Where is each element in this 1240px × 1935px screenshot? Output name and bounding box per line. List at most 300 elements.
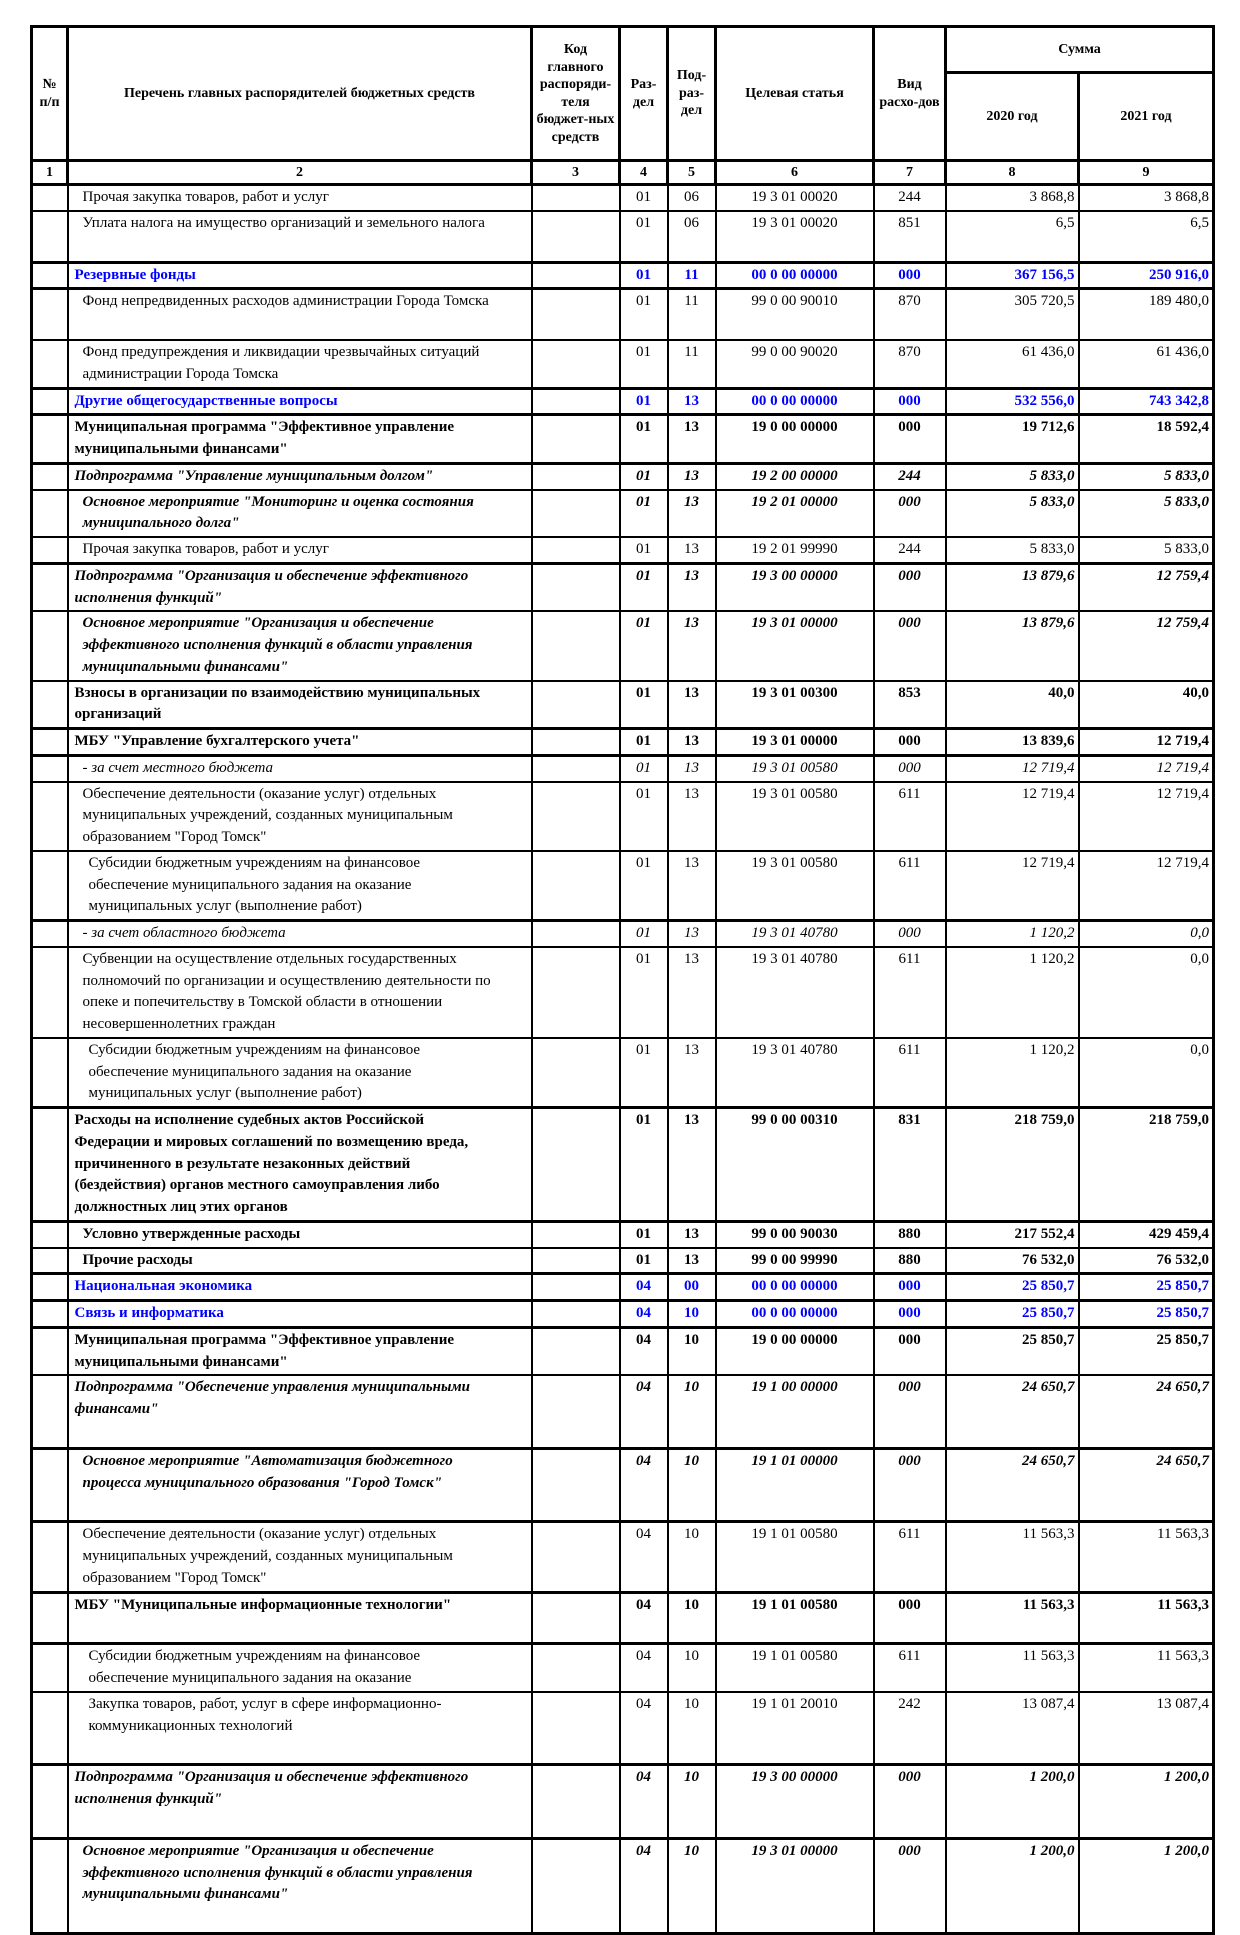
cell-sum-2020: 24 650,7: [946, 1448, 1079, 1522]
cell-podrazdel: 13: [668, 1108, 716, 1222]
cell-sum-2021: 24 650,7: [1079, 1375, 1214, 1448]
cell-sum-2021: 24 650,7: [1079, 1448, 1214, 1522]
cell-grbs-code: [532, 185, 620, 211]
header-col-code: Код главного распоряди-теля бюджет-ных средств: [532, 27, 620, 161]
cell-target-article: 19 3 01 00000: [716, 611, 874, 680]
cell-row-number: [32, 851, 68, 921]
cell-sum-2021: 76 532,0: [1079, 1248, 1214, 1274]
cell-sum-2021: 12 719,4: [1079, 755, 1214, 781]
cell-expense-type: 000: [874, 415, 946, 464]
cell-razdel: 01: [620, 1038, 668, 1108]
cell-grbs-code: [532, 415, 620, 464]
cell-row-number: [32, 921, 68, 947]
header-col-vid: Вид расхо-дов: [874, 27, 946, 161]
cell-row-number: [32, 463, 68, 489]
cell-razdel: 01: [620, 782, 668, 851]
cell-row-number: [32, 563, 68, 611]
cell-razdel: 04: [620, 1327, 668, 1375]
cell-grbs-code: [532, 1644, 620, 1692]
cell-podrazdel: 10: [668, 1765, 716, 1839]
table-row: [32, 289, 1214, 340]
cell-podrazdel: 11: [668, 340, 716, 388]
cell-razdel: 01: [620, 563, 668, 611]
cell-podrazdel: 13: [668, 415, 716, 464]
cell-sum-2021: 0,0: [1079, 1038, 1214, 1108]
cell-razdel: 01: [620, 755, 668, 781]
cell-podrazdel: 10: [668, 1301, 716, 1328]
cell-target-article: 19 3 01 00020: [716, 185, 874, 211]
cell-target-article: 19 3 01 40780: [716, 921, 874, 947]
cell-grbs-code: [532, 1248, 620, 1274]
header-index-5: 5: [668, 161, 716, 185]
cell-sum-2020: 12 719,4: [946, 782, 1079, 851]
cell-razdel: 01: [620, 729, 668, 756]
cell-sum-2021: 12 759,4: [1079, 563, 1214, 611]
table-row: [32, 1248, 1214, 1274]
cell-expense-type: 000: [874, 1838, 946, 1933]
cell-target-article: 19 1 01 00000: [716, 1448, 874, 1522]
cell-grbs-code: [532, 947, 620, 1038]
cell-target-article: 19 0 00 00000: [716, 415, 874, 464]
cell-podrazdel: 06: [668, 185, 716, 211]
cell-target-article: 19 3 01 40780: [716, 1038, 874, 1108]
cell-razdel: 04: [620, 1522, 668, 1592]
cell-grbs-code: [532, 755, 620, 781]
cell-razdel: 01: [620, 185, 668, 211]
cell-podrazdel: 13: [668, 537, 716, 563]
cell-sum-2020: 1 200,0: [946, 1765, 1079, 1839]
cell-sum-2020: 3 868,8: [946, 185, 1079, 211]
cell-razdel: 01: [620, 1248, 668, 1274]
cell-sum-2021: 12 719,4: [1079, 729, 1214, 756]
cell-sum-2020: 61 436,0: [946, 340, 1079, 388]
cell-podrazdel: 13: [668, 947, 716, 1038]
cell-target-article: 19 1 01 20010: [716, 1692, 874, 1765]
cell-expense-type: 242: [874, 1692, 946, 1765]
cell-podrazdel: 13: [668, 851, 716, 921]
table-row: [32, 1692, 1214, 1765]
header-index-1: 1: [32, 161, 68, 185]
cell-sum-2020: 40,0: [946, 681, 1079, 729]
cell-razdel: 01: [620, 289, 668, 340]
cell-row-number: [32, 262, 68, 289]
cell-expense-type: 851: [874, 211, 946, 262]
table-header: [32, 27, 1214, 185]
cell-grbs-code: [532, 388, 620, 415]
cell-grbs-code: [532, 1221, 620, 1247]
cell-item-name: Расходы на исполнение судебных актов Российской Федерации и мировых соглашений по возмещению вреда, причиненного в результате незаконных действий (бездействия) органов местного самоуправления либо должностных лиц этих органов: [68, 1108, 532, 1222]
cell-grbs-code: [532, 782, 620, 851]
cell-item-name: Связь и информатика: [68, 1301, 532, 1328]
cell-item-name: Муниципальная программа "Эффективное управление муниципальными финансами": [68, 1327, 532, 1375]
cell-sum-2020: 1 200,0: [946, 1838, 1079, 1933]
cell-sum-2021: 12 719,4: [1079, 851, 1214, 921]
cell-podrazdel: 13: [668, 611, 716, 680]
cell-sum-2020: 218 759,0: [946, 1108, 1079, 1222]
table-row: [32, 782, 1214, 851]
cell-sum-2020: 6,5: [946, 211, 1079, 262]
table-row: [32, 537, 1214, 563]
header-row-labels: [32, 27, 1214, 73]
cell-item-name: Основное мероприятие "Организация и обеспечение эффективного исполнения функций в области управления муниципальными финансами": [68, 1838, 532, 1933]
cell-grbs-code: [532, 1765, 620, 1839]
cell-item-name: - за счет местного бюджета: [68, 755, 532, 781]
cell-razdel: 01: [620, 262, 668, 289]
cell-row-number: [32, 289, 68, 340]
cell-sum-2020: 305 720,5: [946, 289, 1079, 340]
cell-row-number: [32, 755, 68, 781]
cell-sum-2021: 11 563,3: [1079, 1592, 1214, 1644]
cell-grbs-code: [532, 490, 620, 538]
table-body: [32, 185, 1214, 1934]
cell-target-article: 99 0 00 99990: [716, 1248, 874, 1274]
cell-row-number: [32, 1592, 68, 1644]
header-col-name: Перечень главных распорядителей бюджетных средств: [68, 27, 532, 161]
cell-sum-2020: 5 833,0: [946, 490, 1079, 538]
cell-grbs-code: [532, 563, 620, 611]
cell-row-number: [32, 1522, 68, 1592]
cell-item-name: Субсидии бюджетным учреждениям на финансовое обеспечение муниципального задания на оказание: [68, 1644, 532, 1692]
cell-item-name: Взносы в организации по взаимодействию муниципальных организаций: [68, 681, 532, 729]
cell-item-name: Другие общегосударственные вопросы: [68, 388, 532, 415]
cell-podrazdel: 10: [668, 1327, 716, 1375]
cell-sum-2020: 1 120,2: [946, 1038, 1079, 1108]
cell-row-number: [32, 1327, 68, 1375]
cell-item-name: Подпрограмма "Организация и обеспечение эффективного исполнения функций": [68, 1765, 532, 1839]
cell-target-article: 99 0 00 90020: [716, 340, 874, 388]
cell-sum-2020: 1 120,2: [946, 947, 1079, 1038]
cell-podrazdel: 13: [668, 1221, 716, 1247]
header-col-2020: 2020 год: [946, 73, 1079, 161]
table-row: [32, 851, 1214, 921]
table-row: [32, 1838, 1214, 1933]
cell-sum-2020: 76 532,0: [946, 1248, 1079, 1274]
cell-expense-type: 000: [874, 1592, 946, 1644]
cell-sum-2021: 25 850,7: [1079, 1274, 1214, 1301]
table-row: [32, 262, 1214, 289]
cell-podrazdel: 11: [668, 262, 716, 289]
cell-sum-2020: 25 850,7: [946, 1274, 1079, 1301]
cell-razdel: 01: [620, 1108, 668, 1222]
cell-sum-2020: 13 087,4: [946, 1692, 1079, 1765]
cell-podrazdel: 13: [668, 729, 716, 756]
cell-razdel: 01: [620, 340, 668, 388]
cell-expense-type: 000: [874, 490, 946, 538]
cell-target-article: 19 3 01 00000: [716, 1838, 874, 1933]
cell-grbs-code: [532, 851, 620, 921]
cell-sum-2021: 189 480,0: [1079, 289, 1214, 340]
cell-target-article: 19 1 01 00580: [716, 1522, 874, 1592]
cell-podrazdel: 13: [668, 782, 716, 851]
cell-podrazdel: 10: [668, 1644, 716, 1692]
cell-row-number: [32, 1692, 68, 1765]
cell-sum-2021: 40,0: [1079, 681, 1214, 729]
budget-table: [30, 25, 1215, 1935]
cell-item-name: Прочие расходы: [68, 1248, 532, 1274]
header-col-podrazdel: Под-раз-дел: [668, 27, 716, 161]
cell-expense-type: 000: [874, 921, 946, 947]
cell-sum-2021: 1 200,0: [1079, 1838, 1214, 1933]
cell-sum-2021: 25 850,7: [1079, 1301, 1214, 1328]
cell-row-number: [32, 340, 68, 388]
cell-row-number: [32, 1838, 68, 1933]
cell-row-number: [32, 185, 68, 211]
cell-podrazdel: 13: [668, 1248, 716, 1274]
cell-podrazdel: 13: [668, 755, 716, 781]
cell-sum-2021: 250 916,0: [1079, 262, 1214, 289]
table-row: [32, 211, 1214, 262]
header-index-2: 2: [68, 161, 532, 185]
cell-expense-type: 000: [874, 1301, 946, 1328]
table-row: [32, 921, 1214, 947]
cell-expense-type: 831: [874, 1108, 946, 1222]
cell-row-number: [32, 1448, 68, 1522]
cell-item-name: Подпрограмма "Управление муниципальным долгом": [68, 463, 532, 489]
table-row: [32, 1448, 1214, 1522]
cell-row-number: [32, 947, 68, 1038]
header-row-numbering: [32, 161, 1214, 185]
cell-item-name: Подпрограмма "Организация и обеспечение эффективного исполнения функций": [68, 563, 532, 611]
cell-item-name: Обеспечение деятельности (оказание услуг) отдельных муниципальных учреждений, созданных муниципальным образованием "Город Томск": [68, 782, 532, 851]
cell-razdel: 01: [620, 851, 668, 921]
cell-razdel: 01: [620, 537, 668, 563]
header-index-8: 8: [946, 161, 1079, 185]
table-row: [32, 388, 1214, 415]
table-row: [32, 729, 1214, 756]
cell-expense-type: 000: [874, 755, 946, 781]
table-row: [32, 1375, 1214, 1448]
cell-target-article: 19 1 01 00580: [716, 1644, 874, 1692]
header-index-9: 9: [1079, 161, 1214, 185]
cell-sum-2021: 218 759,0: [1079, 1108, 1214, 1222]
cell-row-number: [32, 1765, 68, 1839]
cell-podrazdel: 00: [668, 1274, 716, 1301]
cell-podrazdel: 06: [668, 211, 716, 262]
table-row: [32, 1301, 1214, 1328]
cell-expense-type: 000: [874, 388, 946, 415]
cell-grbs-code: [532, 681, 620, 729]
cell-row-number: [32, 1221, 68, 1247]
header-col-2021: 2021 год: [1079, 73, 1214, 161]
cell-podrazdel: 13: [668, 463, 716, 489]
cell-item-name: МБУ "Управление бухгалтерского учета": [68, 729, 532, 756]
cell-sum-2020: 11 563,3: [946, 1644, 1079, 1692]
cell-item-name: Прочая закупка товаров, работ и услуг: [68, 537, 532, 563]
cell-expense-type: 000: [874, 611, 946, 680]
cell-target-article: 99 0 00 90010: [716, 289, 874, 340]
cell-grbs-code: [532, 463, 620, 489]
cell-razdel: 01: [620, 415, 668, 464]
cell-sum-2020: 25 850,7: [946, 1301, 1079, 1328]
cell-item-name: МБУ "Муниципальные информационные технологии": [68, 1592, 532, 1644]
cell-item-name: Резервные фонды: [68, 262, 532, 289]
cell-razdel: 04: [620, 1592, 668, 1644]
cell-podrazdel: 10: [668, 1522, 716, 1592]
table-row: [32, 1765, 1214, 1839]
header-col-num: № п/п: [32, 27, 68, 161]
cell-grbs-code: [532, 1522, 620, 1592]
cell-expense-type: 870: [874, 289, 946, 340]
cell-expense-type: 000: [874, 563, 946, 611]
cell-sum-2021: 5 833,0: [1079, 463, 1214, 489]
table-row: [32, 755, 1214, 781]
cell-target-article: 00 0 00 00000: [716, 1274, 874, 1301]
cell-expense-type: 000: [874, 1274, 946, 1301]
cell-expense-type: 611: [874, 851, 946, 921]
cell-row-number: [32, 1248, 68, 1274]
cell-item-name: Фонд предупреждения и ликвидации чрезвычайных ситуаций администрации Города Томска: [68, 340, 532, 388]
cell-sum-2020: 12 719,4: [946, 851, 1079, 921]
cell-razdel: 01: [620, 681, 668, 729]
cell-target-article: 19 3 00 00000: [716, 563, 874, 611]
table-row: [32, 463, 1214, 489]
cell-grbs-code: [532, 1592, 620, 1644]
cell-podrazdel: 10: [668, 1448, 716, 1522]
cell-expense-type: 244: [874, 185, 946, 211]
cell-expense-type: 611: [874, 947, 946, 1038]
cell-sum-2021: 6,5: [1079, 211, 1214, 262]
cell-item-name: Основное мероприятие "Организация и обеспечение эффективного исполнения функций в области управления муниципальными финансами": [68, 611, 532, 680]
cell-expense-type: 000: [874, 1765, 946, 1839]
cell-target-article: 19 3 01 00000: [716, 729, 874, 756]
cell-sum-2020: 5 833,0: [946, 537, 1079, 563]
cell-grbs-code: [532, 1108, 620, 1222]
table-row: [32, 1592, 1214, 1644]
cell-target-article: 19 3 01 00580: [716, 782, 874, 851]
cell-item-name: Прочая закупка товаров, работ и услуг: [68, 185, 532, 211]
cell-sum-2020: 1 120,2: [946, 921, 1079, 947]
table-row: [32, 563, 1214, 611]
cell-sum-2020: 13 879,6: [946, 611, 1079, 680]
cell-item-name: Обеспечение деятельности (оказание услуг) отдельных муниципальных учреждений, созданных муниципальным образованием "Город Томск": [68, 1522, 532, 1592]
cell-sum-2021: 61 436,0: [1079, 340, 1214, 388]
cell-grbs-code: [532, 1274, 620, 1301]
cell-expense-type: 244: [874, 537, 946, 563]
cell-razdel: 04: [620, 1644, 668, 1692]
cell-podrazdel: 10: [668, 1838, 716, 1933]
cell-row-number: [32, 611, 68, 680]
header-col-target: Целевая статья: [716, 27, 874, 161]
cell-expense-type: 000: [874, 1375, 946, 1448]
cell-sum-2020: 24 650,7: [946, 1375, 1079, 1448]
cell-sum-2020: 217 552,4: [946, 1221, 1079, 1247]
cell-item-name: Закупка товаров, работ, услуг в сфере информационно-коммуникационных технологий: [68, 1692, 532, 1765]
header-index-7: 7: [874, 161, 946, 185]
table-row: [32, 1038, 1214, 1108]
table-row: [32, 1522, 1214, 1592]
cell-sum-2021: 5 833,0: [1079, 490, 1214, 538]
table-row: [32, 1221, 1214, 1247]
cell-target-article: 19 3 00 00000: [716, 1765, 874, 1839]
table-row: [32, 415, 1214, 464]
cell-sum-2020: 11 563,3: [946, 1522, 1079, 1592]
cell-item-name: Основное мероприятие "Автоматизация бюджетного процесса муниципального образования "Город Томск": [68, 1448, 532, 1522]
cell-target-article: 00 0 00 00000: [716, 262, 874, 289]
cell-grbs-code: [532, 1448, 620, 1522]
table-row: [32, 1274, 1214, 1301]
cell-row-number: [32, 490, 68, 538]
cell-sum-2021: 13 087,4: [1079, 1692, 1214, 1765]
table-row: [32, 681, 1214, 729]
header-index-6: 6: [716, 161, 874, 185]
cell-podrazdel: 13: [668, 388, 716, 415]
cell-target-article: 19 2 01 99990: [716, 537, 874, 563]
cell-sum-2020: 25 850,7: [946, 1327, 1079, 1375]
cell-podrazdel: 10: [668, 1592, 716, 1644]
cell-item-name: Условно утвержденные расходы: [68, 1221, 532, 1247]
cell-grbs-code: [532, 1375, 620, 1448]
cell-sum-2020: 12 719,4: [946, 755, 1079, 781]
cell-expense-type: 000: [874, 729, 946, 756]
cell-target-article: 00 0 00 00000: [716, 1301, 874, 1328]
header-col-razdel: Раз-дел: [620, 27, 668, 161]
table-row: [32, 1327, 1214, 1375]
cell-sum-2021: 25 850,7: [1079, 1327, 1214, 1375]
cell-row-number: [32, 1375, 68, 1448]
cell-grbs-code: [532, 921, 620, 947]
table-row: [32, 611, 1214, 680]
cell-sum-2021: 3 868,8: [1079, 185, 1214, 211]
cell-grbs-code: [532, 1692, 620, 1765]
cell-expense-type: 853: [874, 681, 946, 729]
cell-grbs-code: [532, 729, 620, 756]
cell-target-article: 19 1 01 00580: [716, 1592, 874, 1644]
cell-sum-2021: 429 459,4: [1079, 1221, 1214, 1247]
table-row: [32, 1108, 1214, 1222]
cell-expense-type: 611: [874, 1522, 946, 1592]
cell-sum-2020: 532 556,0: [946, 388, 1079, 415]
cell-row-number: [32, 1038, 68, 1108]
cell-razdel: 01: [620, 1221, 668, 1247]
cell-sum-2021: 743 342,8: [1079, 388, 1214, 415]
cell-razdel: 01: [620, 388, 668, 415]
cell-target-article: 19 3 01 00300: [716, 681, 874, 729]
header-index-3: 3: [532, 161, 620, 185]
cell-razdel: 04: [620, 1274, 668, 1301]
cell-item-name: Уплата налога на имущество организаций и земельного налога: [68, 211, 532, 262]
cell-row-number: [32, 1274, 68, 1301]
cell-item-name: Субсидии бюджетным учреждениям на финансовое обеспечение муниципального задания на оказание муниципальных услуг (выполнение работ): [68, 851, 532, 921]
cell-expense-type: 611: [874, 1038, 946, 1108]
cell-sum-2021: 11 563,3: [1079, 1522, 1214, 1592]
cell-sum-2020: 367 156,5: [946, 262, 1079, 289]
cell-row-number: [32, 211, 68, 262]
cell-sum-2020: 13 879,6: [946, 563, 1079, 611]
cell-podrazdel: 13: [668, 921, 716, 947]
cell-razdel: 04: [620, 1375, 668, 1448]
cell-grbs-code: [532, 1301, 620, 1328]
header-index-4: 4: [620, 161, 668, 185]
cell-target-article: 19 3 01 00580: [716, 851, 874, 921]
cell-grbs-code: [532, 211, 620, 262]
cell-target-article: 19 2 01 00000: [716, 490, 874, 538]
cell-grbs-code: [532, 1038, 620, 1108]
cell-target-article: 19 0 00 00000: [716, 1327, 874, 1375]
cell-item-name: Субсидии бюджетным учреждениям на финансовое обеспечение муниципального задания на оказание муниципальных услуг (выполнение работ): [68, 1038, 532, 1108]
cell-row-number: [32, 1301, 68, 1328]
cell-grbs-code: [532, 262, 620, 289]
cell-item-name: Фонд непредвиденных расходов администрации Города Томска: [68, 289, 532, 340]
cell-target-article: 19 1 00 00000: [716, 1375, 874, 1448]
cell-expense-type: 244: [874, 463, 946, 489]
cell-row-number: [32, 681, 68, 729]
cell-razdel: 01: [620, 611, 668, 680]
table-row: [32, 947, 1214, 1038]
cell-row-number: [32, 1644, 68, 1692]
cell-grbs-code: [532, 340, 620, 388]
cell-podrazdel: 10: [668, 1375, 716, 1448]
cell-podrazdel: 11: [668, 289, 716, 340]
